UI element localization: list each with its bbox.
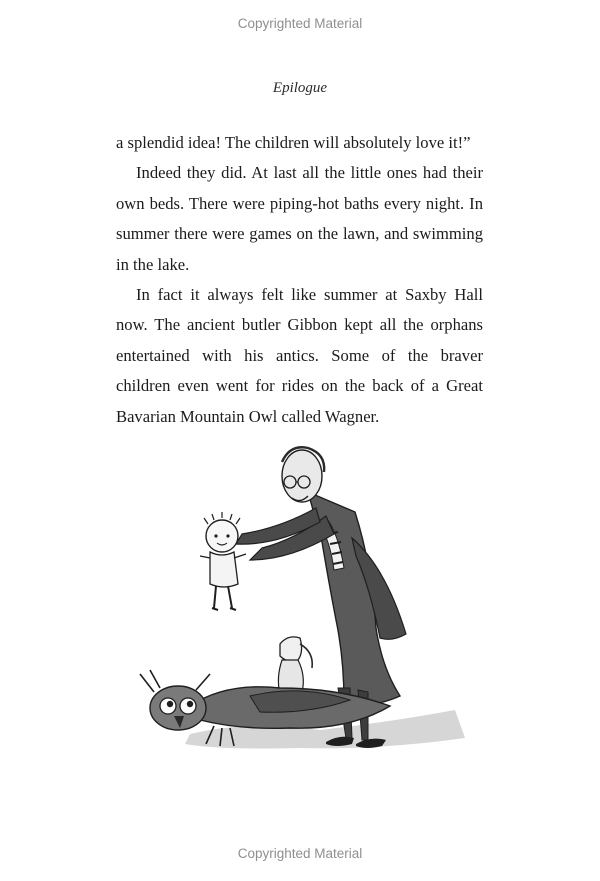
- body-text: [116, 128, 483, 432]
- illustration-butler-owl: [130, 438, 470, 778]
- paragraph-2: Indeed they did. At last all the little ones had their own beds. There were piping-hot baths every night. In summer there were games on the lawn, and swimming in the lake.: [116, 163, 483, 274]
- paragraph-1: a splendid idea! The children will absolutely love it!”: [116, 133, 471, 152]
- copyright-watermark-bottom: Copyrighted Material: [237, 846, 363, 861]
- running-head: Epilogue: [272, 80, 328, 96]
- paragraph-3: In fact it always felt like summer at Saxby Hall now. The ancient butler Gibbon kept all the orphans entertained with his antics. Some of the braver children even went for rides on the back of a Great Bavarian Mountain Owl called Wagner.: [116, 285, 483, 426]
- copyright-watermark-top: Copyrighted Material: [237, 16, 363, 31]
